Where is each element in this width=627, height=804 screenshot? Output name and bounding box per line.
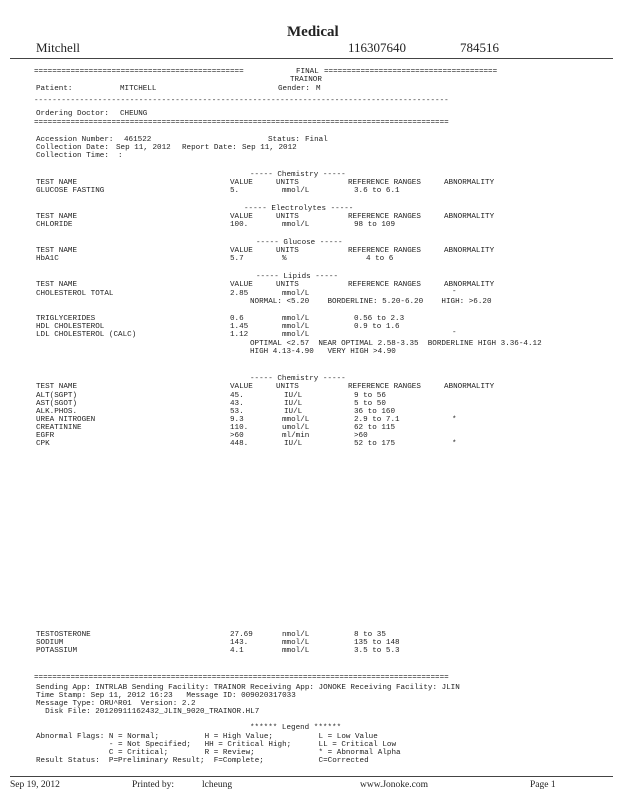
section-title-chemistry: ----- Chemistry ----- bbox=[250, 375, 346, 383]
col-abnormality: ABNORMALITY bbox=[444, 383, 495, 391]
col-test-name: TEST NAME bbox=[36, 213, 78, 221]
test-value: 1.45 bbox=[230, 323, 249, 331]
test-name: CHLORIDE bbox=[36, 221, 73, 229]
test-value: 45. bbox=[230, 392, 244, 400]
test-units: mmol/L bbox=[282, 290, 310, 298]
gender-label: Gender: bbox=[278, 85, 310, 93]
test-units: umol/L bbox=[282, 424, 310, 432]
col-reference-ranges: REFERENCE RANGES bbox=[348, 247, 421, 255]
cholesterol-note: NORMAL: <5.20 BORDERLINE: 5.20-6.20 HIGH: >6.20 bbox=[250, 298, 492, 306]
ordering-doctor-value: CHEUNG bbox=[120, 110, 148, 118]
gender-value: M bbox=[316, 85, 321, 93]
col-reference-ranges: REFERENCE RANGES bbox=[348, 179, 421, 187]
col-value: VALUE bbox=[230, 281, 253, 289]
test-name: EGFR bbox=[36, 432, 55, 440]
test-units: mmol/L bbox=[282, 331, 310, 339]
test-units: mmol/L bbox=[282, 187, 310, 195]
test-units: nmol/L bbox=[282, 631, 310, 639]
footer-page: Page 1 bbox=[530, 780, 556, 790]
section-title-chemistry: ----- Chemistry ----- bbox=[250, 171, 346, 179]
col-test-name: TEST NAME bbox=[36, 383, 78, 391]
final-label: FINAL bbox=[296, 68, 319, 76]
test-value: 2.85 bbox=[230, 290, 249, 298]
ldl-note-2: HIGH 4.13-4.90 VERY HIGH >4.90 bbox=[250, 348, 396, 356]
test-units: mmol/L bbox=[282, 416, 310, 424]
sending-line-4: Disk File: 20120911162432_JLIN_9020_TRAINOR.HL7 bbox=[36, 708, 260, 716]
sending-line-1: Sending App: INTRLAB Sending Facility: TRAINOR Receiving App: JONOKE Receiving Facility: JLIN bbox=[36, 684, 460, 692]
test-flag: * bbox=[452, 440, 457, 448]
legend-line-3: C = Critical; R = Review; * = Abnormal Alpha bbox=[36, 749, 401, 757]
test-name: SODIUM bbox=[36, 639, 64, 647]
test-units: mmol/L bbox=[282, 639, 310, 647]
legend-line-2: - = Not Specified; HH = Critical High; LL = Critical Low bbox=[36, 741, 397, 749]
test-name: GLUCOSE FASTING bbox=[36, 187, 105, 195]
test-name: HbA1C bbox=[36, 255, 59, 263]
test-name: LDL CHOLESTEROL (CALC) bbox=[36, 331, 137, 339]
col-test-name: TEST NAME bbox=[36, 179, 78, 187]
collection-date-value: Sep 11, 2012 bbox=[116, 144, 171, 152]
test-value: 5. bbox=[230, 187, 240, 195]
printed-by-value: lcheung bbox=[202, 780, 233, 790]
accession-value: 461522 bbox=[124, 136, 152, 144]
col-abnormality: ABNORMALITY bbox=[444, 247, 495, 255]
col-reference-ranges: REFERENCE RANGES bbox=[348, 281, 421, 289]
patient-value: MITCHELL bbox=[120, 85, 157, 93]
col-abnormality: ABNORMALITY bbox=[444, 281, 495, 289]
header-patient-name: Mitchell bbox=[36, 40, 81, 55]
test-ref: 98 to 109 bbox=[354, 221, 396, 229]
test-ref: 0.9 to 1.6 bbox=[354, 323, 400, 331]
footer-website: www.Jonoke.com bbox=[360, 780, 428, 790]
test-value: 53. bbox=[230, 408, 244, 416]
facility-name: TRAINOR bbox=[290, 76, 322, 84]
collection-time-label: Collection Time: bbox=[36, 152, 109, 160]
test-name: CREATININE bbox=[36, 424, 82, 432]
legend-line-1: Abnormal Flags: N = Normal; H = High Value; L = Low Value bbox=[36, 733, 378, 741]
accession-label: Accession Number: bbox=[36, 136, 114, 144]
sending-line-2: Time Stamp: Sep 11, 2012 16:23 Message ID: 009020317033 bbox=[36, 692, 296, 700]
test-flag: * bbox=[452, 416, 457, 424]
test-ref: 3.5 to 5.3 bbox=[354, 647, 400, 655]
test-name: HDL CHOLESTEROL bbox=[36, 323, 105, 331]
test-value: 448. bbox=[230, 440, 249, 448]
test-name: TRIGLYCERIDES bbox=[36, 315, 96, 323]
test-ref: 62 to 115 bbox=[354, 424, 396, 432]
test-units: mmol/L bbox=[282, 647, 310, 655]
test-units: mmol/L bbox=[282, 315, 310, 323]
test-units: IU/L bbox=[284, 392, 303, 400]
collection-date-label: Collection Date: bbox=[36, 144, 109, 152]
test-name: UREA NITROGEN bbox=[36, 416, 96, 424]
test-units: mmol/L bbox=[282, 323, 310, 331]
test-ref: 3.6 to 6.1 bbox=[354, 187, 400, 195]
test-ref: 8 to 35 bbox=[354, 631, 386, 639]
col-units: UNITS bbox=[276, 383, 299, 391]
legend-title: ****** Legend ****** bbox=[250, 724, 342, 732]
col-test-name: TEST NAME bbox=[36, 247, 78, 255]
col-abnormality: ABNORMALITY bbox=[444, 179, 495, 187]
test-value: 143. bbox=[230, 639, 249, 647]
col-abnormality: ABNORMALITY bbox=[444, 213, 495, 221]
ldl-note-1: OPTIMAL <2.57 NEAR OPTIMAL 2.58-3.35 BORDERLINE HIGH 3.36-4.12 bbox=[250, 340, 542, 348]
header-id-1: 116307640 bbox=[348, 40, 407, 55]
report-date-value: Sep 11, 2012 bbox=[242, 144, 297, 152]
test-units: ml/min bbox=[282, 432, 310, 440]
col-units: UNITS bbox=[276, 213, 299, 221]
footer-rule bbox=[10, 776, 613, 777]
test-ref: 52 to 175 bbox=[354, 440, 396, 448]
test-ref: 4 to 6 bbox=[366, 255, 394, 263]
section-title-electrolytes: ----- Electrolytes ----- bbox=[244, 205, 354, 213]
test-name: AST(SGOT) bbox=[36, 400, 78, 408]
test-value: 4.1 bbox=[230, 647, 244, 655]
test-name: TESTOSTERONE bbox=[36, 631, 91, 639]
test-units: mmol/L bbox=[282, 221, 310, 229]
double-rule: =========================================================================================== bbox=[34, 674, 449, 682]
section-title-lipids: ----- Lipids ----- bbox=[256, 273, 339, 281]
col-test-name: TEST NAME bbox=[36, 281, 78, 289]
test-ref: 9 to 56 bbox=[354, 392, 386, 400]
test-units: % bbox=[282, 255, 287, 263]
col-units: UNITS bbox=[276, 179, 299, 187]
dashed-rule: ------------------------------------------------------------------------------------------- bbox=[34, 97, 449, 105]
double-rule: ============================================== bbox=[34, 68, 244, 76]
col-units: UNITS bbox=[276, 281, 299, 289]
col-value: VALUE bbox=[230, 179, 253, 187]
test-flag: - bbox=[452, 288, 457, 296]
test-ref: 0.56 to 2.3 bbox=[354, 315, 405, 323]
status-value: Final bbox=[305, 136, 328, 144]
test-units: IU/L bbox=[284, 408, 303, 416]
test-value: 110. bbox=[230, 424, 249, 432]
test-value: 0.6 bbox=[230, 315, 244, 323]
test-ref: 36 to 160 bbox=[354, 408, 396, 416]
double-rule: =========================================================================================== bbox=[34, 119, 449, 127]
header-id-2: 784516 bbox=[460, 40, 499, 55]
legend-line-4: Result Status: P=Preliminary Result; F=Complete; C=Corrected bbox=[36, 757, 369, 765]
test-value: 9.3 bbox=[230, 416, 244, 424]
header-rule bbox=[10, 58, 613, 59]
col-reference-ranges: REFERENCE RANGES bbox=[348, 213, 421, 221]
test-name: CHOLESTEROL TOTAL bbox=[36, 290, 114, 298]
test-ref: 2.9 to 7.1 bbox=[354, 416, 400, 424]
report-date-label: Report Date: bbox=[182, 144, 237, 152]
sending-line-3: Message Type: ORU^R01 Version: 2.2 bbox=[36, 700, 196, 708]
patient-label: Patient: bbox=[36, 85, 73, 93]
test-value: 27.69 bbox=[230, 631, 253, 639]
col-value: VALUE bbox=[230, 213, 253, 221]
test-name: ALT(SGPT) bbox=[36, 392, 78, 400]
col-value: VALUE bbox=[230, 247, 253, 255]
col-value: VALUE bbox=[230, 383, 253, 391]
printed-by-label: Printed by: bbox=[132, 780, 174, 790]
double-rule: ====================================== bbox=[324, 68, 498, 76]
test-ref: 135 to 148 bbox=[354, 639, 400, 647]
test-units: IU/L bbox=[284, 440, 303, 448]
col-units: UNITS bbox=[276, 247, 299, 255]
ordering-doctor-label: Ordering Doctor: bbox=[36, 110, 109, 118]
test-ref: >60 bbox=[354, 432, 368, 440]
test-value: 5.7 bbox=[230, 255, 244, 263]
test-ref: 5 to 50 bbox=[354, 400, 386, 408]
test-name: ALK.PHOS. bbox=[36, 408, 78, 416]
footer-date: Sep 19, 2012 bbox=[10, 780, 60, 790]
test-name: POTASSIUM bbox=[36, 647, 78, 655]
test-flag: - bbox=[452, 329, 457, 337]
test-value: 100. bbox=[230, 221, 249, 229]
document-title: Medical bbox=[287, 24, 339, 40]
test-units: IU/L bbox=[284, 400, 303, 408]
test-value: >60 bbox=[230, 432, 244, 440]
section-title-glucose: ----- Glucose ----- bbox=[256, 239, 343, 247]
collection-time-value: : bbox=[118, 152, 123, 160]
test-name: CPK bbox=[36, 440, 50, 448]
status-label: Status: bbox=[268, 136, 300, 144]
test-value: 1.12 bbox=[230, 331, 249, 339]
test-value: 43. bbox=[230, 400, 244, 408]
col-reference-ranges: REFERENCE RANGES bbox=[348, 383, 421, 391]
